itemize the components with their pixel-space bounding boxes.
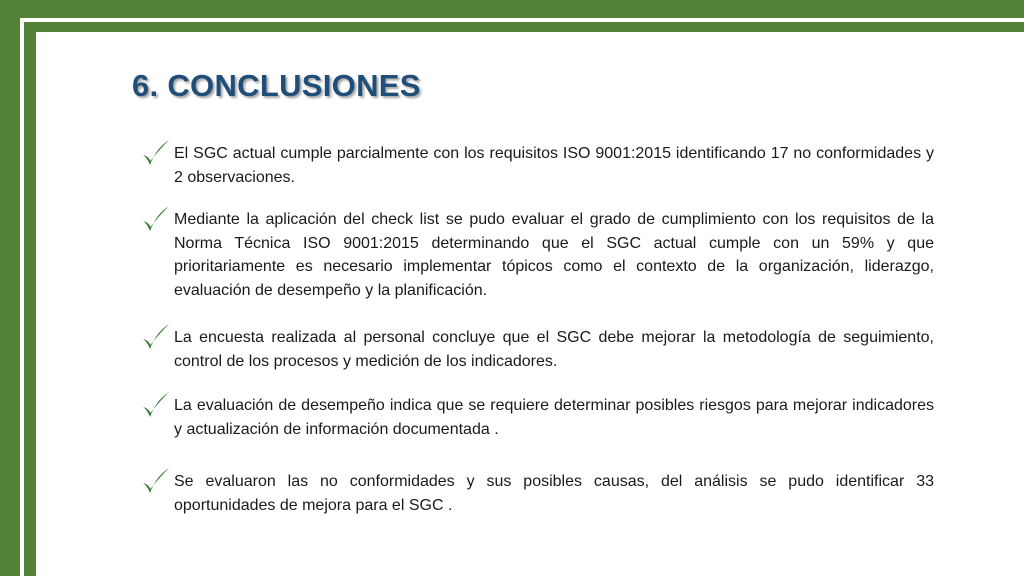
checkmark-icon [140, 390, 170, 420]
checkmark-icon [140, 466, 170, 496]
conclusion-text: La encuesta realizada al personal concluye que el SGC debe mejorar la metodología de seguimiento, control de los procesos y medición de los indicadores. [174, 329, 934, 370]
conclusion-text: Mediante la aplicación del check list se pudo evaluar el grado de cumplimiento con los requisitos de la Norma Técnica ISO 9001:2015 determinando que el SGC actual cumple con un 59% y que prioritariamente es necesario implementar tópicos como el contexto de la organización, liderazgo, evaluación de desempeño y la planificación. [174, 211, 934, 299]
slide-content [36, 32, 1024, 576]
slide-title: 6. CONCLUSIONES [132, 68, 421, 103]
checkmark-icon [140, 204, 170, 234]
checkmark-icon [140, 322, 170, 352]
checkmark-icon [140, 138, 170, 168]
conclusion-text: El SGC actual cumple parcialmente con los requisitos ISO 9001:2015 identificando 17 no conformidades y 2 observaciones. [174, 145, 934, 186]
conclusion-text: Se evaluaron las no conformidades y sus posibles causas, del análisis se pudo identificar 33 oportunidades de mejora para el SGC . [174, 473, 934, 514]
conclusion-text: La evaluación de desempeño indica que se requiere determinar posibles riesgos para mejorar indicadores y actualización de información documentada . [174, 397, 934, 438]
